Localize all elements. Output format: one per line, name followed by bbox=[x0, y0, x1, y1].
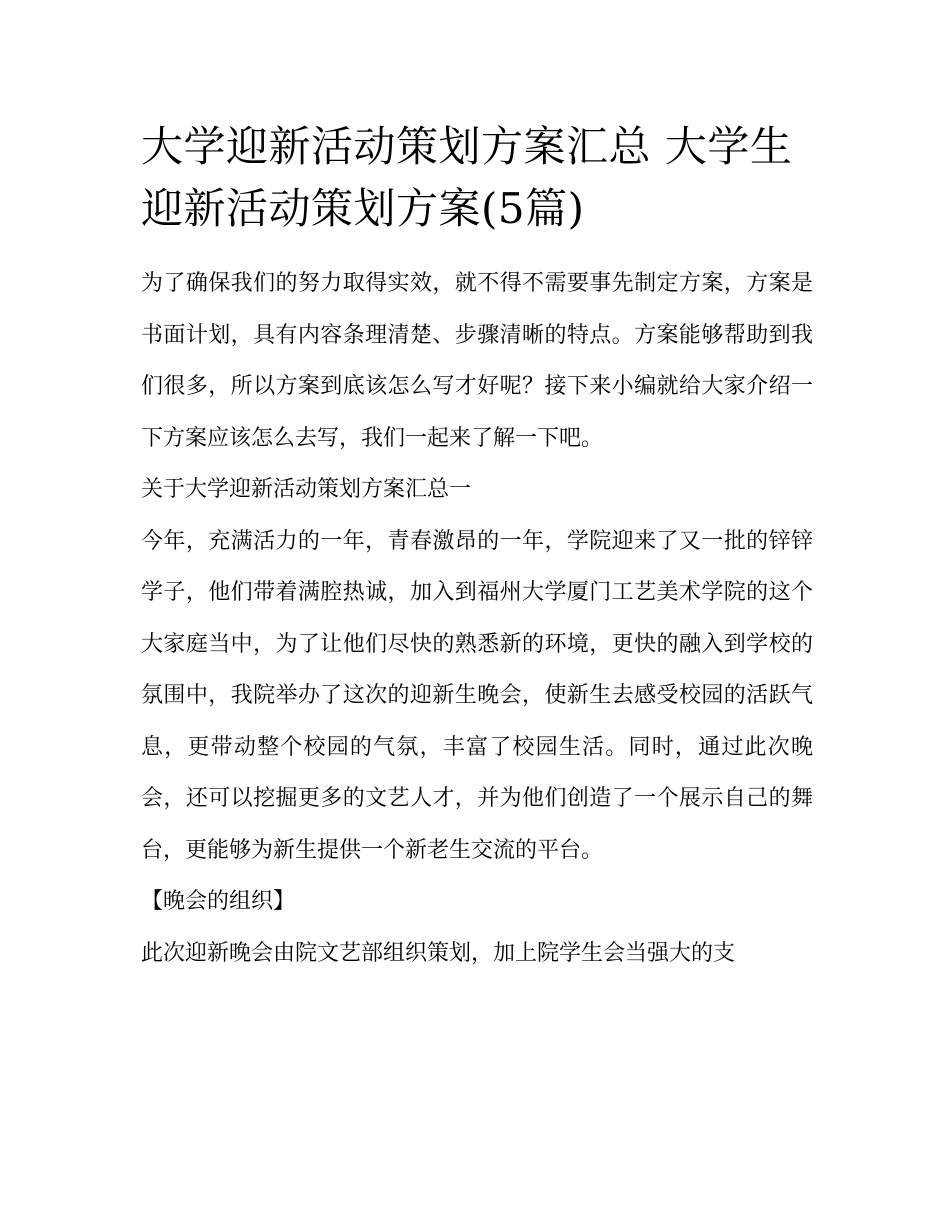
body-paragraph-continued: 此次迎新晚会由院文艺部组织策划，加上院学生会当强大的支 bbox=[141, 940, 736, 966]
document-body bbox=[141, 258, 813, 979]
body-paragraph: 今年，充满活力的一年，青春激昂的一年，学院迎来了又一批的锌锌学子，他们带着满腔热诚，加入到福州大学厦门工艺美术学院的这个大家庭当中，为了让他们尽快的熟悉新的环境，更快的融入到学校的氛围中，我院举办了这次的迎新生晚会，使新生去感受校园的活跃气息，更带动整个校园的气氛，丰富了校园生活。同时，通过此次晚会，还可以挖掘更多的文艺人才，并为他们创造了一个展示自己的舞台，更能够为新生提供一个新老生交流的平台。 bbox=[141, 528, 813, 863]
subsection-heading: 【晚会的组织】 bbox=[141, 889, 296, 914]
intro-paragraph: 为了确保我们的努力取得实效，就不得不需要事先制定方案，方案是书面计划，具有内容条理清楚、步骤清晰的特点。方案能够帮助到我们很多，所以方案到底该怎么写才好呢？接下来小编就给大家介绍一下方案应该怎么去写，我们一起来了解一下吧。 bbox=[141, 271, 813, 451]
section-heading: 关于大学迎新活动策划方案汇总一 bbox=[141, 477, 472, 502]
document-page bbox=[141, 116, 813, 979]
document-title: 大学迎新活动策划方案汇总 大学生迎新活动策划方案(5篇) bbox=[141, 122, 793, 233]
